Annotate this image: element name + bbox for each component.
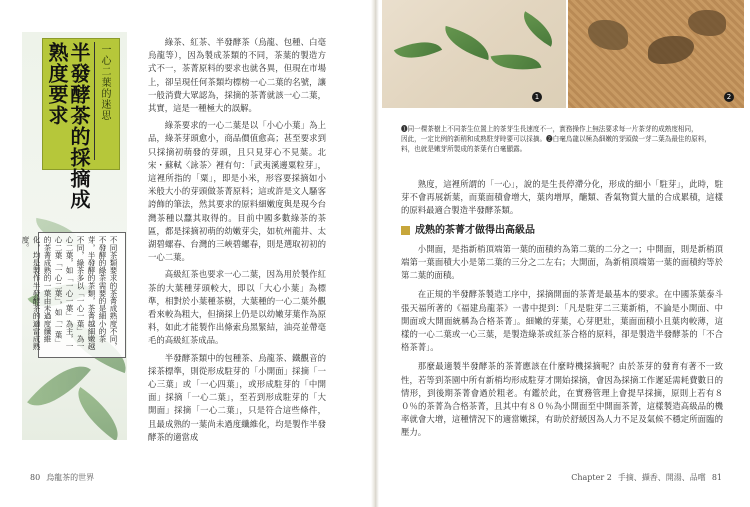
photo-1-badge: 1 bbox=[532, 92, 542, 102]
chapter-title: 手摘、擷香、開湯、品嚐 bbox=[617, 473, 706, 482]
photo-caption bbox=[401, 124, 723, 154]
body-paragraph: 那麼最適製半發酵茶的茶菁應該在什麼時機採摘呢？由於茶芽的發育有著不一致性，若等到茶園中所有新梢均形成駐芽才開始採摘，會因為採摘工作遲延需耗費數日的情形，到後期茶菁會過於粗老。有鑑於此，在實務管理上會提早採摘，原則上若有８０％的茶菁為合格茶菁，且其中有８０％為小開面至中開面茶菁，這樣製造高級品的機率就會大增，這種情況下的適當嫩採，有助於舒緩因為人力不足及氣候不穩定所面臨的壓力。 bbox=[401, 361, 723, 438]
caption-line: 料，也就是嫩芽所製成的茶葉有白毫顯露。 bbox=[401, 145, 527, 153]
article-title: 半發酵茶的採摘成熟度要求 bbox=[45, 42, 91, 210]
gutter bbox=[371, 0, 379, 507]
body-paragraph: 綠茶、紅茶、半發酵茶（烏龍、包種、白毫烏龍等），因為製成茶類的不同，茶葉的製造方式不一，茶菁原料的要求也就各異，但現在市場上，卻呈現任何茶類均標榜一心二葉的名號，讓一般消費大眾認為，採摘的茶菁就該一心二葉，其實，這是一種極大的誤解。 bbox=[148, 37, 326, 114]
section-heading bbox=[401, 224, 723, 237]
caption-line: 因此，一定比例的新稍和成熟駐芽時要可以採摘。❷白毫烏龍以極為細嫩的芽頭做一芽二葉為最佳的原料， bbox=[401, 135, 711, 143]
caption-line: ❶同一棵茶樹上不同茶生位置上的茶芽生長速度不一，實務操作上無法要求每一片茶芽的成熟度相同， bbox=[401, 125, 698, 133]
left-folio bbox=[30, 472, 100, 483]
book-title: 烏龍茶的世界 bbox=[46, 473, 95, 482]
page-number: 80 bbox=[30, 473, 41, 482]
section-title: 成熟的茶菁才做得出高級品 bbox=[415, 224, 535, 236]
left-body-text bbox=[148, 36, 326, 448]
pull-quote-text: 不同茶類要求的茶菁成熟度不同，不發酵的綠茶需要的是細小的茶芽，半發酵的茶類，茶菁越細嫩越不同，綠茶多以「一心一葉」為一心二葉，如「一心一葉」為主，一心二葉「一心二葉」，如「一葉」的茶菁成熟的一葉由未過度纖維化，均是製作半發酵茶的適當成熟度。 bbox=[21, 236, 118, 350]
fresh-tea-leaves-photo bbox=[382, 0, 566, 108]
page-number: 81 bbox=[711, 473, 722, 482]
body-paragraph: 半發酵茶類中的包種茶、烏龍茶、鐵觀音的採茶標準，則從形成駐芽的「小開面」採摘「一心三葉」或「一心四葉」，或形成駐芽的「中開面」採摘「一心二葉」，至若到形成駐芽的「大開面」採摘「一心二葉」，只是符合這些條件，且最成熟的一葉尚未過度纖維化，均是製作半發酵茶的適當成 bbox=[148, 352, 326, 442]
subtitle-divider bbox=[94, 42, 95, 160]
article-subtitle: 一心二葉的迷思 bbox=[99, 44, 110, 121]
chapter-label: Chapter 2 bbox=[571, 473, 612, 482]
section-square-icon bbox=[401, 226, 410, 235]
body-paragraph: 高級紅茶也要求一心二葉，因為用於製作紅茶的大葉種芽頭較大，即以「大心小葉」為標準，相對於小葉種茶樹，大葉種的一心二葉外觀看來較為粗大，但摘採上仍是以幼嫩芽葉作為原料，如此才能製作出條索烏黑緊結，油亮並帶毫毛的高級紅茶成品。 bbox=[148, 269, 326, 346]
photo-2-badge: 2 bbox=[724, 92, 734, 102]
lead-paragraph: 熟度，這裡所謂的「一心」，說的是生長停滯分化，形成的細小「駐芽」，此時，駐芽不會再展新葉，而葉面積會增大，葉肉增厚，醣類、香氣物質大量的合成累積，這樣的原料最適合製造半發酵茶類。 bbox=[401, 179, 723, 216]
right-body-text bbox=[401, 178, 723, 446]
body-paragraph: 綠茶要求的一心二葉是以「小心小葉」為上品，綠茶芽頭愈小，商品價值愈高；甚至要求到只採摘初萌發的芽頭，且只見芽心不見葉。北宋・蘇軾〈詠茶〉裡有句：「武夷溪邊粟粒芽」，這裡所指的「粟」，即是小米，形容要採摘如小米般大小的芽頭做茶菁原料；這或許是文人騷客誇飾的筆法，然其要求的原料細嫩度與是現今台灣茶種以蠶其取得的。目前中國多數綠茶的茶區，都是採摘初萌的幼嫩芽尖，如杭州龍井、太湖碧螺春、台灣的三峽碧螺春，則是選取初初的一心二葉。 bbox=[148, 120, 326, 263]
body-paragraph: 小開面，是指新梢頂端第一葉的面積約為第二葉的二分之一；中開面，則是新梢頂端第一葉面積大小是第二葉的三分之二左右；大開面，為新梢頂端第一葉的面積約等於第二葉的面積。 bbox=[401, 243, 723, 281]
body-paragraph: 在正規的半發酵茶製造工序中，採摘開面的茶菁是最基本的要求。在中國茶葉泰斗張天福所著的《福建烏龍茶》一書中提到：「凡是駐芽二三葉新梢，不論是小開面、中開面或大開面統稱為合格茶菁」。細嫩的芽葉，心芽肥壯，葉面面積小且葉肉較薄，這樣的一心二葉或一心三葉，是製造綠茶或紅茶合格的原料，卻是製造半發酵茶的「不合格茶菁」。 bbox=[401, 289, 723, 353]
right-folio bbox=[565, 472, 722, 483]
withered-tea-leaves-photo bbox=[568, 0, 744, 108]
